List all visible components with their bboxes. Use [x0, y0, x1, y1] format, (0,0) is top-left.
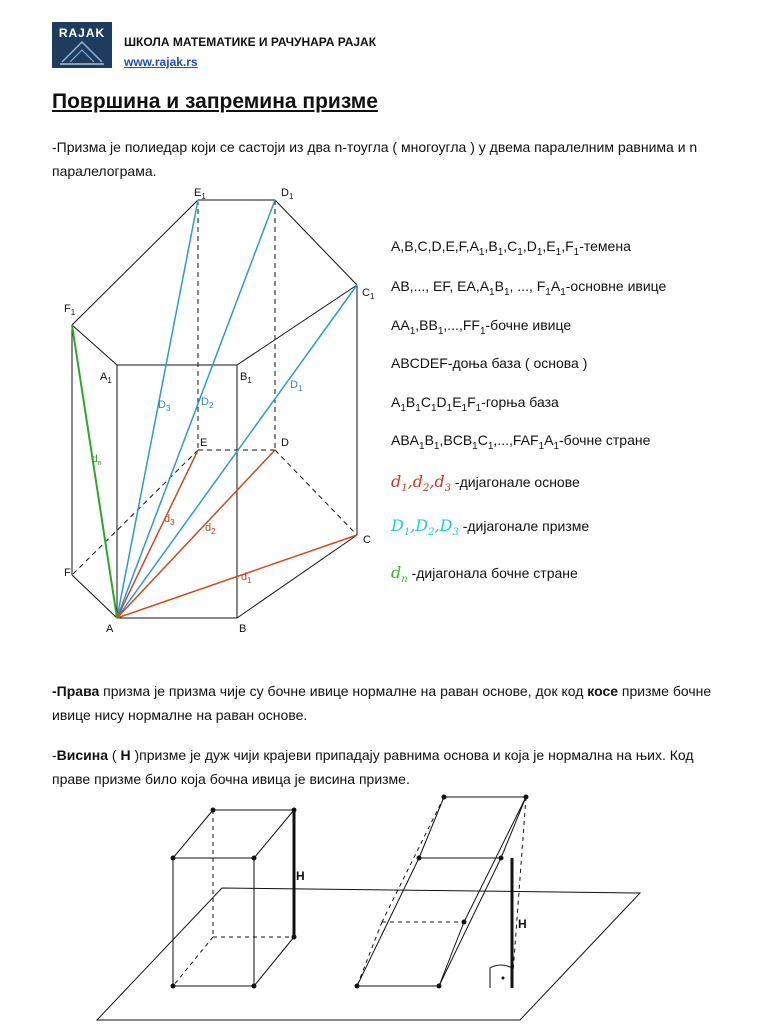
vertex-label-F1: $F_1$	[64, 303, 76, 317]
legend-prism-diagonals: $D_1,D_2,D_3$ -дијагонале призме	[391, 516, 590, 539]
page-title: Површина и запремина призме	[52, 90, 378, 113]
website-link[interactable]: www.rajak.rs	[124, 55, 198, 69]
vertex-label-E: E	[200, 437, 208, 449]
legend-vertices: $A,B,C,D,E,F,A_1,B_1,C_1,D_1,E_1,F_1$-темена	[391, 238, 631, 258]
prisms-figure	[97, 795, 640, 1021]
height-definition: -Висина ( H )призме је дуж чији крајеви припадају равнима основа и која је нормална на њих. Код праве призме било која бочна ивица је висина призме.	[52, 747, 694, 787]
vertex-label-A1: $A_1$	[100, 371, 112, 385]
legend-upper-base: $A_1B_1C_1D_1E_1F_1$-горња база	[391, 394, 559, 414]
legend-side-diagonal-text: -дијагонала бочне стране	[411, 565, 578, 581]
vertex-label-B: B	[239, 623, 247, 635]
term-right: Права	[56, 683, 100, 699]
diag-label-dn: $d_n$	[92, 454, 102, 467]
vertex-label-E1: $E_1$	[194, 187, 206, 201]
legend-base-edges: AB,..., EF, $EA,A_1B_1$, ..., $F_1A_1$-основне ивице	[391, 278, 667, 298]
diag-label-D2: $D_2$	[201, 396, 214, 410]
school-name: ШКОЛА МАТЕМАТИКЕ И РАЧУНАРА РАЈАК	[124, 35, 377, 49]
vertex-label-C1: $C_1$	[362, 287, 375, 301]
height-label-right-prism: H	[296, 869, 305, 883]
legend-prism-diagonals-text: -дијагонале призме	[462, 518, 590, 534]
term-height: Висина	[56, 747, 109, 763]
term-h: H	[120, 747, 131, 763]
diag-label-D3: $D_3$	[158, 399, 171, 413]
legend-lower-base-prefix: ABCDEF	[391, 355, 448, 371]
right-prism-definition: -Права призма је призма чије су бочне ивице нормалне на раван основе, док код косе призме бочне ивице нису нормалне на раван основе.	[52, 683, 712, 723]
legend-lower-base	[391, 355, 587, 371]
diag-label-d1: $d_1$	[241, 571, 252, 585]
legend-lower-base-text: -доња база ( основа )	[447, 355, 588, 371]
intro-paragraph: -Призма је полиедар који се састоји из два n-тоугла ( многоугла ) у двема паралелним равнима и n паралелограма.	[52, 139, 698, 179]
legend-vertices-text: -темена	[579, 238, 631, 254]
vertex-label-F: F	[64, 567, 71, 579]
term-oblique: косе	[587, 683, 619, 699]
diag-label-d3: $d_3$	[164, 513, 175, 527]
diag-label-d2: $d_2$	[205, 522, 216, 536]
vertex-label-A: A	[106, 623, 114, 635]
diag-label-D1: $D_1$	[290, 379, 303, 393]
legend-lateral-edges: $AA_1,BB_1,...,FF_1$-бочне ивице	[391, 317, 572, 337]
legend-lateral-faces-text: -бочне стране	[559, 432, 651, 448]
legend-base-diagonals-text: -дијагонале основе	[454, 474, 580, 490]
legend-upper-base-text: -горња база	[481, 394, 559, 410]
vertex-label-C: C	[363, 534, 371, 546]
legend-lateral-faces: $ABA_1B_1,BCB_1C_1,...,FAF_1A_1$-бочне стране	[391, 432, 651, 452]
logo-text: RAJAK	[58, 26, 106, 40]
vertex-label-B1: $B_1$	[240, 371, 252, 385]
legend-lateral-edges-text: -бочне ивице	[485, 317, 572, 333]
vertex-label-D: D	[281, 437, 289, 449]
vertex-label-D1: $D_1$	[281, 187, 294, 201]
legend-base-edges-text: -основне ивице	[565, 278, 667, 294]
legend-side-diagonal: $d_n$ -дијагонала бочне стране	[391, 563, 578, 586]
height-label-oblique-prism: H	[518, 917, 527, 931]
legend-base-diagonals: $d_1,d_2,d_3$ -дијагонале основе	[391, 472, 580, 495]
